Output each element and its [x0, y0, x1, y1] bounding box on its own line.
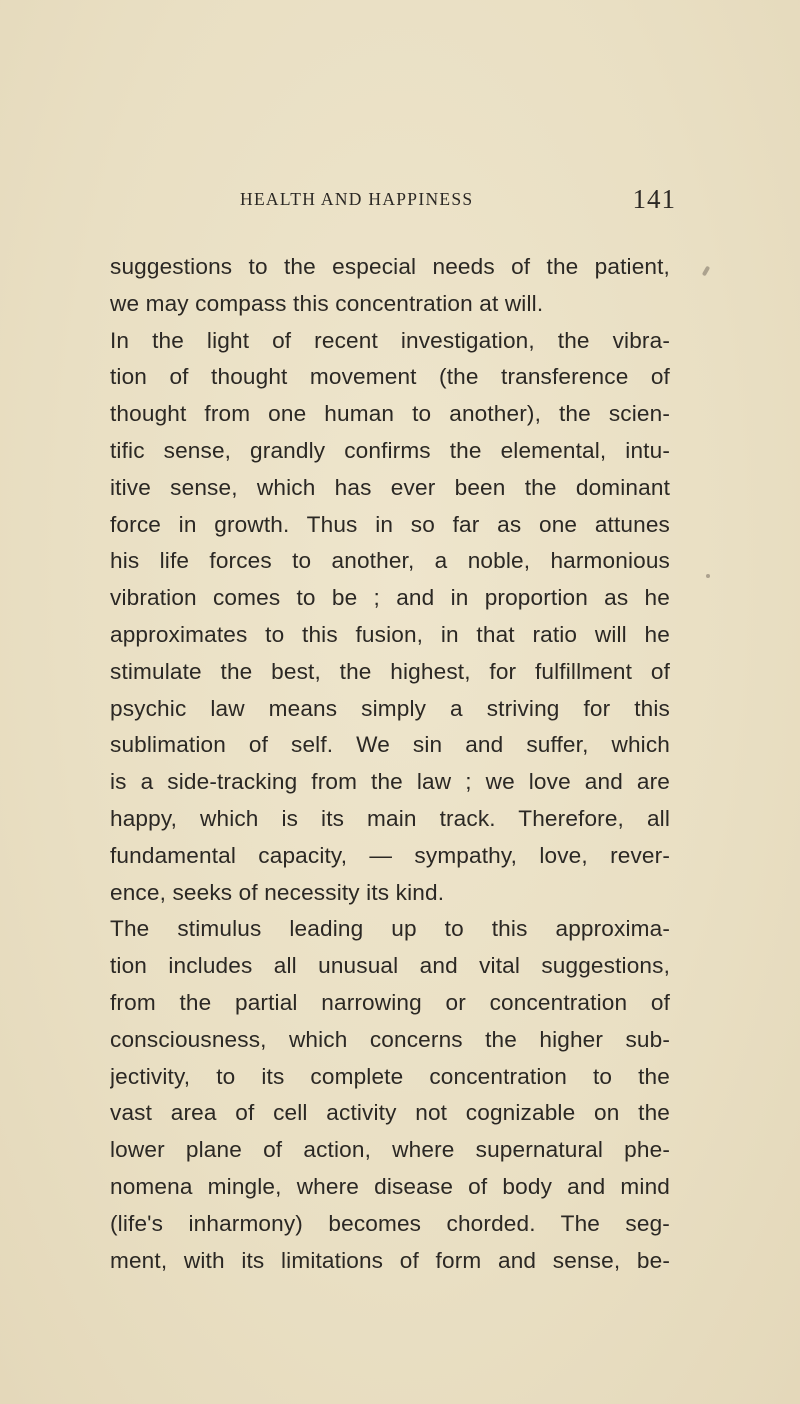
- paper-speck: [706, 574, 710, 578]
- text-line: consciousness, which concerns the higher sub-: [110, 1026, 670, 1052]
- text-line: approximates to this fusion, in that ratio will he: [110, 621, 670, 647]
- text-line: suggestions to the especial needs of the patient,: [110, 254, 670, 279]
- text-line: fundamental capacity, — sympathy, love, rever-: [110, 842, 670, 868]
- text-line: is a side-tracking from the law ; we love and are: [110, 769, 670, 795]
- text-line: itive sense, which has ever been the dominant: [110, 474, 670, 500]
- page-header: [110, 184, 676, 224]
- text-line: ence, seeks of necessity its kind.: [110, 879, 445, 905]
- text-line: psychic law means simply a striving for this: [110, 695, 670, 721]
- text-line: jectivity, to its complete concentration to the: [110, 1063, 670, 1089]
- running-head: HEALTH AND HAPPINESS: [240, 189, 474, 209]
- text-line: nomena mingle, where disease of body and mind: [110, 1173, 670, 1199]
- text-line: (life's inharmony) becomes chorded. The seg-: [110, 1210, 670, 1236]
- text-line: from the partial narrowing or concentration of: [110, 989, 670, 1015]
- text-line: force in growth. Thus in so far as one attunes: [110, 511, 670, 537]
- body-text: [110, 249, 670, 1279]
- text-line: happy, which is its main track. Therefore, all: [110, 805, 670, 831]
- text-line: vast area of cell activity not cognizable on the: [110, 1100, 670, 1126]
- text-line: ment, with its limitations of form and sense, be-: [110, 1247, 670, 1273]
- text-line: In the light of recent investigation, the vibra-: [110, 327, 670, 353]
- paper-speck: [702, 266, 710, 277]
- text-line: tific sense, grandly confirms the elemental, intu-: [110, 437, 670, 463]
- text-line: tion includes all unusual and vital suggestions,: [110, 953, 670, 979]
- text-line: vibration comes to be ; and in proportion as he: [110, 585, 670, 611]
- text-line: thought from one human to another), the scien-: [110, 401, 670, 427]
- text-line: The stimulus leading up to this approxima-: [110, 916, 670, 942]
- text-line: lower plane of action, where supernatural phe-: [110, 1137, 670, 1163]
- text-line: sublimation of self. We sin and suffer, which: [110, 732, 670, 758]
- text-line: tion of thought movement (the transference of: [110, 364, 670, 390]
- page-number: 141: [632, 184, 676, 214]
- text-line: stimulate the best, the highest, for fulfillment of: [110, 658, 670, 684]
- text-line: we may compass this concentration at will.: [110, 290, 544, 316]
- text-line: his life forces to another, a noble, harmonious: [110, 548, 670, 574]
